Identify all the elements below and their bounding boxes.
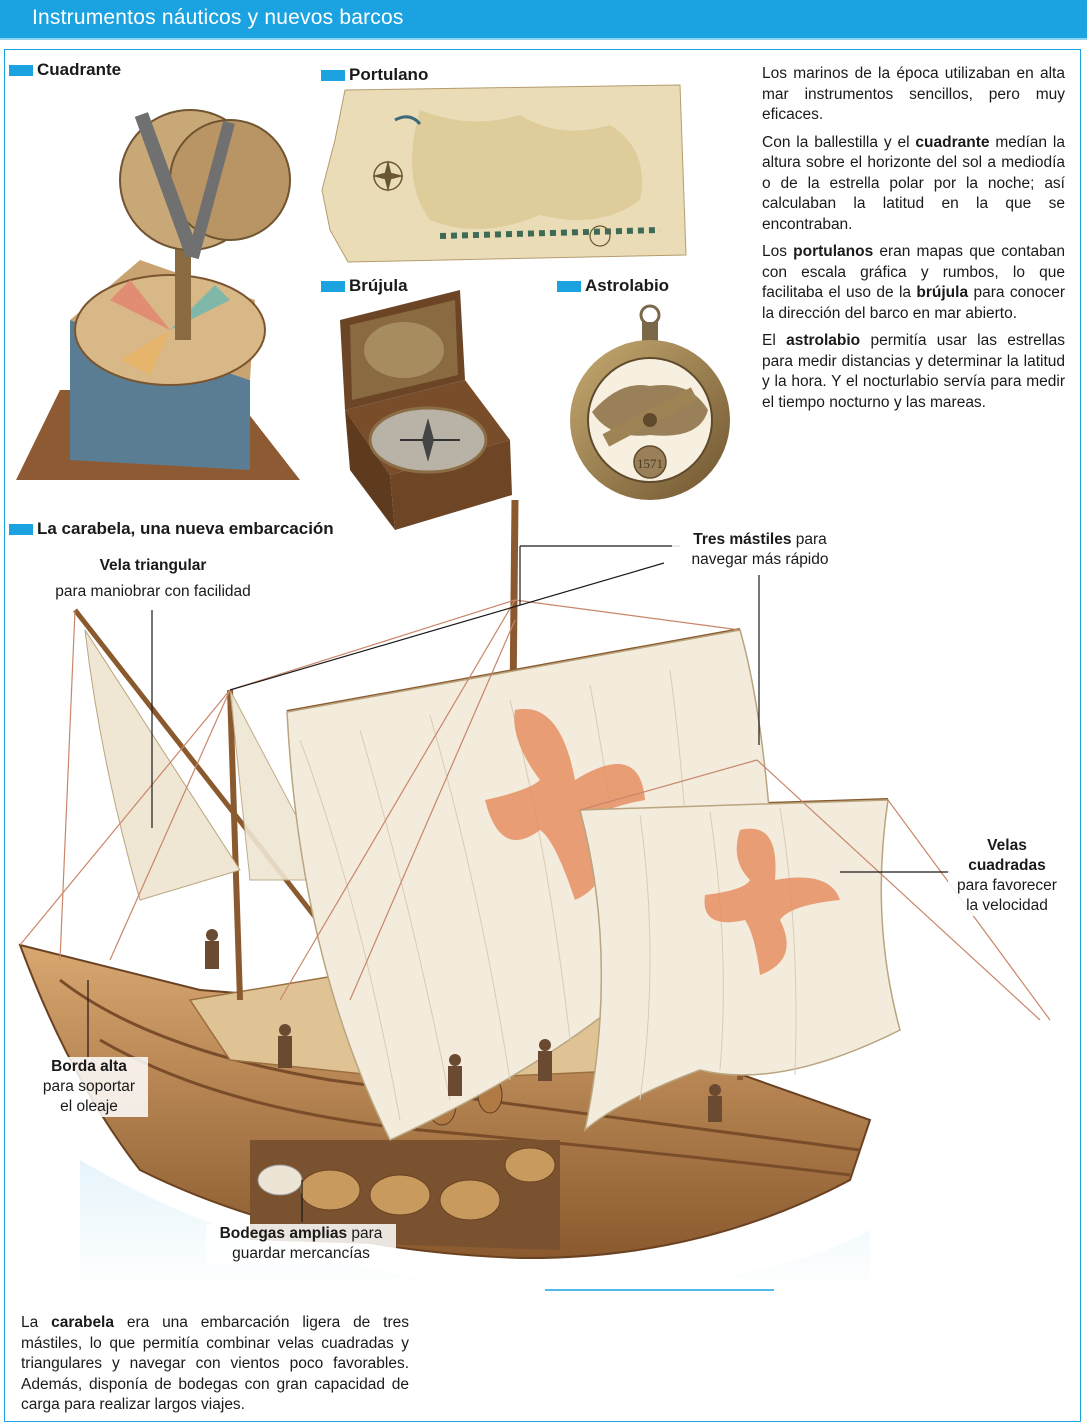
section-marker: [9, 65, 33, 76]
section-label-brujula: [321, 276, 408, 296]
callout-desc: para favorecer: [957, 877, 1057, 894]
section-label-astrolabio: [557, 276, 669, 296]
keyword-portulanos: portulanos: [793, 243, 874, 260]
keyword-astrolabio: astrolabio: [786, 332, 861, 349]
section-label-portulano: [321, 65, 428, 85]
section-title: La carabela, una nueva embarcación: [37, 519, 334, 538]
callout-title: Vela triangular: [99, 557, 207, 574]
text-run: Los: [762, 243, 794, 260]
footer-paragraph: [21, 1313, 409, 1416]
section-marker: [321, 281, 345, 292]
caravel-illustration: [20, 500, 1050, 1290]
callout-desc: la velocidad: [966, 897, 1048, 914]
section-title: Cuadrante: [37, 60, 122, 79]
callout-desc: guardar mercancías: [232, 1245, 370, 1262]
keyword-brujula: brújula: [916, 284, 969, 301]
section-label-cuadrante: [9, 60, 121, 80]
keyword-carabela: carabela: [51, 1314, 114, 1331]
callout-desc: para: [351, 1225, 383, 1242]
keyword-cuadrante: cuadrante: [915, 133, 990, 151]
astrolabe-illustration: [570, 306, 730, 500]
section-marker: [9, 524, 33, 535]
intro-paragraph-2: [762, 133, 1065, 236]
section-marker: [557, 281, 581, 292]
page-title: Instrumentos náuticos y nuevos barcos: [32, 6, 404, 29]
callout-tres-mastiles: [672, 530, 848, 570]
text-run: medían la altura sobre el horizonte del sol a mediodía o de la estrella polar por la noche; así calculaban la latitud en la que se encontraban.: [762, 133, 1065, 233]
text-run: El: [762, 332, 787, 349]
astrolabe-year: 1571: [637, 456, 663, 471]
text-run: eran mapas que contaban con escala gráfica y rumbos, lo que facilitaba el uso de la: [762, 243, 1065, 301]
callout-desc: para soportar: [42, 1078, 136, 1095]
callout-bodegas: [206, 1224, 396, 1264]
intro-paragraph-1: Los marinos de la época utilizaban en alta mar instrumentos sencillos, pero muy eficaces.: [762, 65, 1065, 123]
quadrant-illustration: [16, 110, 300, 480]
text-run: Con la ballestilla y el: [762, 133, 916, 151]
callout-title: cuadradas: [968, 857, 1046, 874]
callout-title: Borda alta: [51, 1058, 127, 1075]
text-run: era una embarcación ligera de tres mástiles, lo que permitía combinar velas cuadradas y triangulares y navegar con vientos poco favorables. Además, disponía de bodegas con gran capacidad de carga para realizar largos viajes.: [21, 1314, 409, 1413]
section-title: Astrolabio: [585, 276, 670, 295]
callout-desc: para: [795, 531, 827, 548]
callout-title: Bodegas amplias: [219, 1225, 348, 1242]
intro-paragraph-4: [762, 331, 1065, 413]
intro-paragraph-3: [762, 242, 1065, 324]
callout-title: Tres mástiles: [693, 531, 792, 548]
section-marker: [321, 70, 345, 81]
callout-desc: el oleaje: [60, 1098, 118, 1115]
section-label-carabela: [9, 519, 334, 539]
section-title: Portulano: [349, 65, 429, 84]
intro-text: [762, 64, 1065, 420]
callout-title: Velas: [987, 837, 1027, 854]
compass-illustration: [340, 290, 512, 530]
callout-vela-triangular: [28, 556, 278, 602]
text-run: para conocer la dirección del barco en mar abierto.: [762, 284, 1065, 322]
portolan-map: [322, 85, 686, 262]
callout-desc: para maniobrar con facilidad: [55, 583, 251, 600]
text-run: permitía usar las estrellas para medir distancias y determinar la latitud y la hora. Y el nocturlabio servía para medir el tiempo nocturno y las mareas.: [762, 332, 1065, 411]
callout-desc: navegar más rápido: [691, 551, 829, 568]
callout-velas-cuadradas: [948, 836, 1066, 916]
callout-borda-alta: [30, 1057, 148, 1117]
text-run: La: [21, 1314, 52, 1331]
section-title: Brújula: [349, 276, 408, 295]
